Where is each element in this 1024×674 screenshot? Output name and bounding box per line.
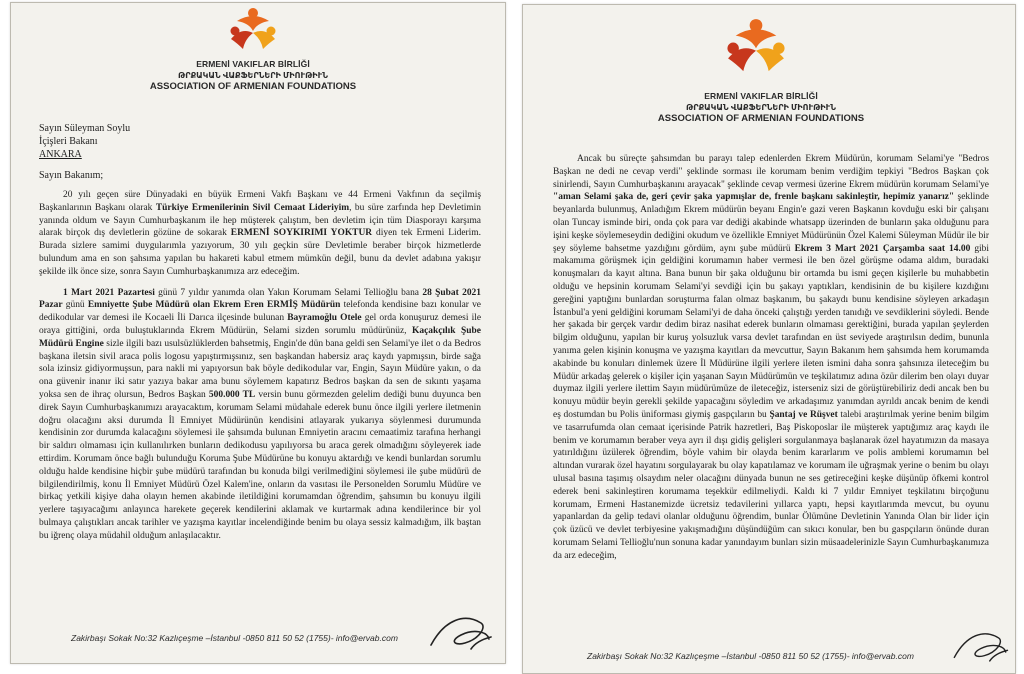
- signature-icon: [949, 623, 1011, 667]
- org-name-armenian: ԹՐՔԱԿԱՆ ՎԱՔՖԵՐՆԵՐԻ ՄԻՈՒԹԻՒՆ: [686, 103, 836, 112]
- text-run: 20 yılı geçen süre Dünyadaki en büyük Ermeni Vakfı Başkanı ve 44 Ermeni Vakfının da seçilmiş Başkanlarının Başkanı olarak: [39, 190, 481, 213]
- paragraph: [39, 189, 481, 279]
- letter-page-2: [522, 4, 1016, 674]
- emphasized-text: Emniyette Şube Müdürü olan Ekrem Eren ERMİŞ Müdürün: [87, 300, 341, 311]
- paragraph: [553, 153, 989, 563]
- org-name-armenian: ԹՐՔԱԿԱՆ ՎԱՔՖԵՐՆԵՐԻ ՄԻՈՒԹԻՒՆ: [178, 71, 328, 80]
- emphasized-text: Şantaj ve Rüşvet: [769, 409, 838, 420]
- text-run: telefonda kendisine bazı konular ve dedikodular var demesi ile Kocaeli İli Darıca ilçesinde bulunan: [39, 300, 481, 324]
- emphasized-text: "aman Selami şaka de, geri çevir şaka yapmışlar de, frenle başkanı sakinleştir, hepimiz yanarız": [553, 192, 955, 203]
- signature-icon: [425, 609, 495, 653]
- emphasized-text: Bayramoğlu Otele: [287, 313, 362, 324]
- org-name-english: ASSOCIATION OF ARMENIAN FOUNDATIONS: [657, 113, 865, 124]
- addressee-title: İçişleri Bakanı: [39, 136, 98, 147]
- organization-name: [141, 59, 365, 92]
- letter-footer-address: Zakirbaşı Sokak No:32 Kazlıçeşme –İstanbul -0850 811 50 52 (1755)- info@ervab.com: [71, 633, 398, 643]
- org-name-turkish: ERMENİ VAKIFLAR BİRLİĞİ: [196, 59, 310, 69]
- letter-page-1: [10, 2, 506, 664]
- salutation: Sayın Bakanım;: [39, 170, 104, 181]
- emphasized-text: 28 Şubat 2021 Pazar: [39, 287, 481, 311]
- foundation-logo-icon: [227, 7, 279, 53]
- text-run: , bu süre zarfında hep Devletimin yanında oldum ve Sayın Cumhurbaşkanım ile hep müşterek çalıştım, ben devletim için tüm Diasporayı karşıma alarak birçok dış devletlerin gözüne de sokarak: [39, 202, 481, 239]
- text-run: diyen tek Ermeni Liderim. Burada sizlere samimi duygularımla yazıyorum, 30 yılı geçkin süre Devletimle beraber birçok hizmetlerde bulundum ama en son şahsıma yapılan bu hakareti kabul etmem mümkün değil, bunu da devlet adabına yakışır şekilde ilk önce size, sonra Sayın Cumhurbaşkanımıza arz edeceğim.: [39, 228, 481, 277]
- emphasized-text: Kaçakçılık Şube Müdürü Engine: [39, 325, 481, 349]
- text-run: günü 7 yıldır yanımda olan Yakın Korumam Selami Tellioğlu bana: [154, 287, 423, 298]
- addressee-city: ANKARA: [39, 149, 82, 160]
- letter-body-1: [39, 189, 481, 609]
- text-run: sizle ilgili bazı usulsüzlüklerden bahsetmiş, Engin'de dün bana geldi sen Selami'ye ilet o da Bedros başkana iletsin sivil araca polis logosu yapıştırmışsınız, sen başkandan habersiz araç kaydı yapmışsın, birde sağa sola izinsiz gidiyormuşsun, para nakli mi yapıyorsun bak böyle dedikodular var, Engin, Sayın Müdüre yakın, o da ona güvenir inanır iki satır yazıya bakar ama bunu söylemem kapatırız Bedros başkan da sen de sıkıntı yaşama yoksa sen de ihraç olursun, Bedros Başkan: [39, 338, 481, 400]
- emphasized-text: Ekrem 3 Mart 2021 Çarşamba saat 14.00: [794, 243, 971, 254]
- org-name-turkish: ERMENİ VAKIFLAR BİRLİĞİ: [704, 91, 818, 101]
- emphasized-text: 1 Mart 2021 Pazartesi: [63, 287, 155, 298]
- emphasized-text: 500.000 TL: [208, 389, 256, 400]
- text-run: versin bunu görmezden gelelim dediği bunu duyunca ben direk Sayın Cumhurbaşkanımızı arayacaktım, korumam Selami müdahale ederek bunu önce ilgili yerlere iletmenin doğru olacağını aksi durumda İl Emniyet Müdürünün kendisini atlayarak yukarıya söylenmesi durumunda kendisinin zor durumda kalacağını söylemesi ile şahsımda bulunan Emniyetin aracını cemaatimiz tarafına herhangi bir saldırı olmaması için kullanılırken bunların dedikodusu yapılıyorsa bu araca gerek olmadığını söyleyerek iade ettirdim. Korumam önce bağlı bulunduğu Koruma Şube Müdürüne bu konuyu aktardığı ve kendi bunlardan sorumlu olduğu halde kendisine hiçbir şube müdürü tarafından bu konuda bilgi verilmediğini söylemesi ile şube müdürü de bilgilendirilmiş, konu İl Emniyet Müdürü Özel Kalem'ine, onların da vasıtası ile Personelden Sorumlu Müdüre ve birkaç yetkili kişiye daha olayın hemen akabinde iletildiğini korumamdan öğrendim, şahsımın bu konuyu ilgili yerlere taşıyacağımı anlayınca harekete geçerek kendilerini aklamak ve kurtarmak adına kendilerince bir yol bulmaya çalıştıkları ancak tarihler ve yazışma kayıtlar incelendiğinde benim bu olaya sessiz kalmadığım, ilk baştan bu iğrenç olaya müdahil olduğum anlaşılacaktır.: [39, 389, 482, 541]
- letter-body-2: [553, 153, 989, 635]
- text-run: talebi araştırılmak yerine benim bilgim ve tasarrufumda olan cemaat içerisinde Patrik hazretleri, Baş Piskoposlar ile müşterek yaptığımız araç kaydı ile benim ve korumamın beraber veya ayrı il dışı gidiş gelişleri sorgulanmaya başlanarak özel hayatımızın da masaya yatırıldığını üzülerek öğrendim, böyle vahim bir olayda benim kararlarım ve polis amblemi korumamın bel altından vurarak özel hayatını sorgulayarak bu olay kapatılamaz ve korumam ile uğraşmak yerine o benim bu olayı ulusal basına taşımış olsaydım neler olacağını dünyada bunun ne ses getireceğini keşke düşünüp öfkemi kontrol ederek beni sakinleştiren korumama teşekkür edilmeliydi. Kaldı ki 7 yıldır Emniyet teşkilatını birçoğunu korumam, Ermeni Hastanemizde ücretsiz tedavilerini yıllarca yaptı, hepsi kayıtlarımda mevcut, bu oyunu yapanlardan da gelip tedavi olanlar olduğunu öğrendim, bunlar Ölümüne Devletinin Yanında Olan bir lider için çok üzücü ve devlet terbiyesine yakışmadığını düşündüğüm can sıkıcı konular, ben bu gaspçıların önünde duran korumam Selami Tellioğlu'nun sonuna kadar yanındayım bunları sizin müsaadelerinizle Sayın Cumhurbaşkanımıza da arz edeceğim,: [553, 409, 989, 561]
- addressee-name: Sayın Süleyman Soylu: [39, 123, 131, 134]
- organization-name: [649, 91, 873, 124]
- text-run: Ancak bu süreçte şahsımdan bu parayı talep edenlerden Ekrem Müdürün, korumam Selami'ye "Bedros Başkan ne dedi ne cevap verdi" şeklinde sorması ile korumam benim verdiğim tepkiyi "Bedros Başkan çok sinirlendi, Sayın Cumhurbaşkanını arayacak" şeklinde cevap vermesi üzerine Ekrem müdürün korumam Selami'ye: [553, 154, 989, 190]
- org-name-english: ASSOCIATION OF ARMENIAN FOUNDATIONS: [149, 81, 357, 92]
- foundation-logo-icon: [723, 17, 789, 77]
- letter-footer-address: Zakirbaşı Sokak No:32 Kazlıçeşme –İstanbul -0850 811 50 52 (1755)- info@ervab.com: [587, 651, 914, 661]
- addressee-block: [39, 122, 130, 161]
- emphasized-text: ERMENİ SOYKIRIMI YOKTUR: [230, 228, 373, 239]
- text-run: günü: [62, 300, 88, 311]
- text-run: gel orda konuşuruz demesi ile oraya gittiğini, orda buluştuklarında Ekrem Müdürün, Selami sizden sorumlu müdürünüz,: [39, 313, 482, 336]
- emphasized-text: Türkiye Ermenilerinin Sivil Cemaat Lideriyim: [155, 202, 350, 213]
- paragraph: [39, 287, 481, 543]
- text-run: şeklinde beyanlarda bulunmuş, Anladığım Ekrem müdürün beyanı Engin'e gazi veren Başkanın kovduğu eski bir çalışanı olan Tuncay isminde biri, onda çok para var dediği akabinde whatsapp üzerinden de bunların şaka olduğunu para işini keşke söylemeseydin dediğini okudum ve özellikle Emniyet Müdürünün Özel Kalemi Süleyman Müdür ile bir şey söyleme bahsetme yazdığını gördüm, aynı şube müdürü: [553, 192, 989, 254]
- text-run: gibi makamıma görüşmek için geldiğini korumamın haber vermesi ile ben özel görüşme odama aldım, buradaki konuşmaları da kayıt altına. Bana bunun bir şaka olduğunu bir ortamda bu ismi geçen kişilerle bu muhabbetin olduğu ve hepsinin korumam Selami'yi sevdiği için bu şakayı yaptıkları, kendisinin de bu kişilere kızdığını gereğini yaptığını bunlardan soruşturma falan olmaz başkanım, bu şakaydı bunu kendisine söyleyen arkadaşın İstanbul'a yeni geldiğini korumam Selami'yi de daha önceki çalıştığı yerden tanıdığı ve sevdiklerini söyledi. Bende her şakada bir gerçek vardır dedim biraz nasihat ederek bunların olmaması gerektiğini, burada yapılan şeylerden bilgim olduğunu, yapılan bir kuruş yolsuzluk varsa devlet tarafından en üst seviyede araştırılsın dedim, bununla yanıma gelen kişinin konuşma ve yazışma kayıtları da mevcuttur, Sayın Bakanım hem şahsımda hem korumamda akabinde bu konuları dinlemek üzere İl Müdürüne ilgili yerlere ileten ismini daha sonra şahsınıza ileteceğim bu Müdür arkadaş gelerek o kişiler için yaşanan Sayın Müdürümün ve teşkilatımız adına özür dilerim ben olayı duyar duymaz ilgili yerlere ilettim Sayın müdürümüze de ileteceğiz, isterseniz sizi de görüştürebiliriz dedi ancak ben bu konuyu müdür beyin gerekli şekilde yapacağını söyledim ve arkadaşımız yanımdan ayrıldı ancak benim de kendi eş dostumdan bu Polis üniforması giymiş gaspçıların bu: [553, 243, 989, 420]
